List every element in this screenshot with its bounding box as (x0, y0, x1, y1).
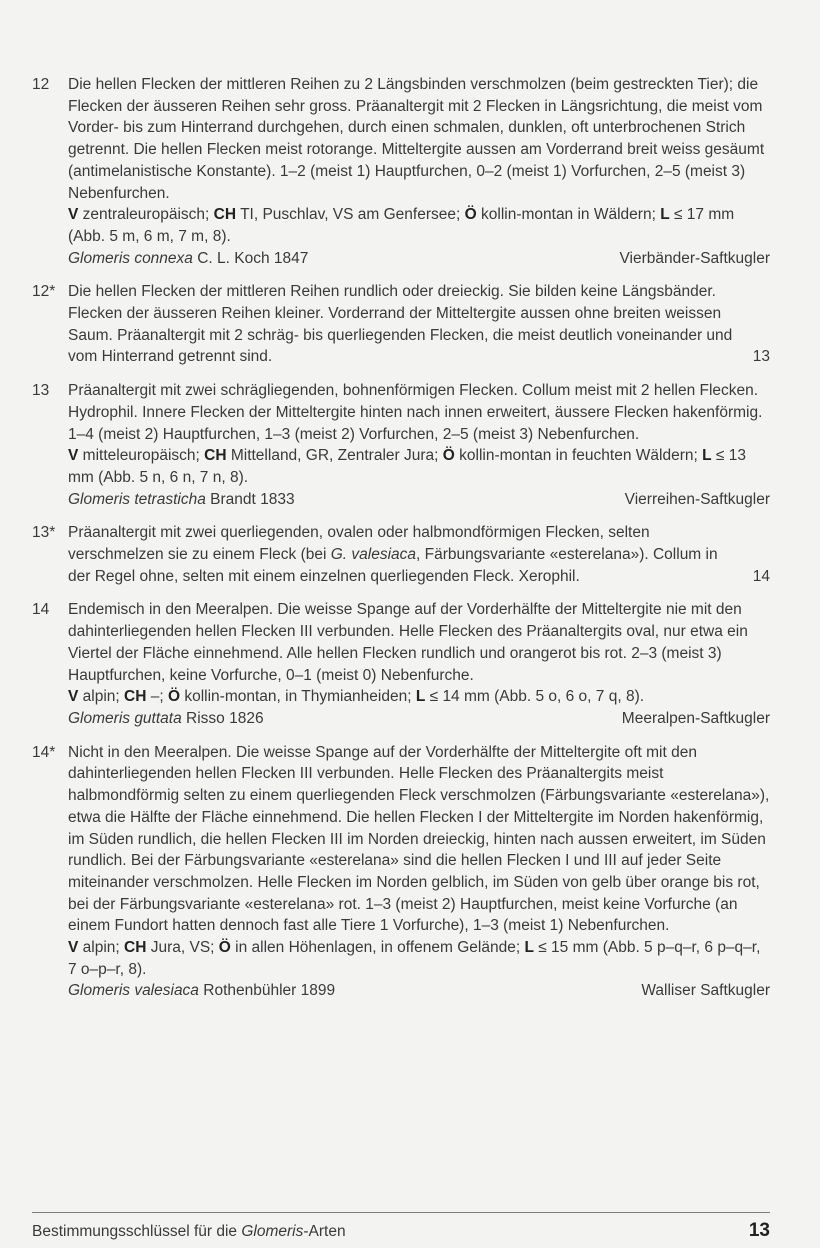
v-value: zentraleuropäisch; (82, 206, 210, 224)
l-value: ≤ 14 mm (Abb. 5 o, 6 o, 7 q, 8). (429, 688, 645, 706)
key-entry-14 (32, 599, 770, 729)
footer-text-suffix: -Arten (303, 1223, 346, 1240)
entry-body (68, 742, 770, 1002)
key-entry-13 (32, 380, 770, 510)
species-name: Glomeris connexa (68, 249, 193, 267)
o-value: kollin-montan, in Thymianheiden; (184, 688, 412, 706)
entry-body (68, 522, 770, 587)
common-name: Vierreihen-Saftkugler (624, 490, 770, 508)
o-value: kollin-montan in Wäldern; (481, 206, 656, 224)
entry-description (68, 522, 739, 587)
entry-number: 12 (32, 76, 50, 93)
species-line (68, 980, 770, 1002)
distribution-line (68, 686, 770, 708)
footer-text: Bestimmungsschlüssel für die (32, 1223, 242, 1240)
entry-description-row (68, 522, 770, 587)
species-author: Brandt 1833 (210, 490, 295, 508)
o-label: Ö (442, 447, 455, 465)
l-label: L (660, 206, 670, 224)
ch-label: CH (124, 688, 147, 706)
entry-number: 14 (32, 601, 50, 619)
entry-number: 13 (32, 382, 50, 400)
v-value: alpin; (82, 688, 120, 706)
l-label: L (524, 939, 534, 957)
identification-key (32, 74, 770, 1014)
species-author: Rothenbühler 1899 (203, 982, 336, 1000)
footer-rule (32, 1212, 770, 1213)
ch-label: CH (124, 939, 147, 957)
species-line (68, 248, 770, 270)
entry-body (68, 380, 770, 510)
ch-label: CH (204, 447, 227, 465)
next-couplet-ref: 13 (752, 348, 770, 366)
entry-description: Die hellen Flecken der mittleren Reihen rundlich oder dreieckig. Sie bilden keine Längsbänder. Flecken der äusseren Reihen kleiner. Vorderrand der Mitteltergite aussen ohne breiten weissen Saum. Präanaltergit mit 2 schräg- bis querliegenden Flecken, die meist deutlich voneinander und vom Hinterrand getrennt sind. (68, 283, 733, 366)
ch-value: –; (150, 688, 164, 706)
entry-number: 14* (32, 743, 56, 761)
species-name: Glomeris valesiaca (68, 982, 199, 1000)
o-value: in allen Höhenlagen, in offenem Gelände; (235, 939, 521, 957)
o-label: Ö (218, 939, 231, 957)
species-line (68, 708, 770, 730)
distribution-line (68, 204, 770, 247)
entry-number: 12* (32, 283, 56, 301)
species-name: Glomeris guttata (68, 709, 182, 727)
next-couplet-ref: 14 (752, 567, 770, 585)
l-value: ≤ 17 mm (Abb. 5 m, 6 m, 7 m, 8). (68, 206, 735, 245)
entry-description: Nicht in den Meeralpen. Die weisse Spange auf der Vorderhälfte der Mitteltergite oft mit den dahinterliegenden hellen Flecken III verbunden. Helle Flecken des Präanaltergits meist halbmondförmig selten zu einem querliegenden Fleck verschmolzen (Färbungsvariante «esterelana»), etwa die Hälfte der Fläche einnehmend. Die hellen Flecken I der Mitteltergite im Norden hakenförmig, im Süden rundlich, die hellen Flecken III im Norden dreieckig, hinten nach aussen erweitert, im Süden rundlich. Bei der Färbungsvariante «esterelana» sind die hellen Flecken I und III auf jeder Seite miteinander verschmolzen. Helle Flecken im Norden gelblich, im Süden von gelb über orange bis rot, bei der Färbungsvariante «esterelana» rot. 1–3 (meist 2) Hauptfurchen, meist keine Vorfurche (an einem Fundort hatten dennoch fast alle Tiere 1 Vorfurche), 1–3 (meist 1) Nebenfurchen. (68, 743, 770, 935)
l-value: ≤ 13 mm (Abb. 5 n, 6 n, 7 n, 8). (68, 447, 746, 486)
ch-value: Jura, VS; (150, 939, 215, 957)
entry-number: 13* (32, 524, 56, 542)
species-name: Glomeris tetrasticha (68, 490, 206, 508)
entry-description: Endemisch in den Meeralpen. Die weisse Spange auf der Vorderhälfte der Mitteltergite nie mit den dahinterliegenden hellen Flecken III verbunden. Helle Flecken des Präanaltergits oval, nur etwa ein Viertel der Fläche einnehmend. Alle hellen Flecken rundlich und orangerot bis rot. 2–3 (meist 3) Hauptfurchen, keine Vorfurche, 0–1 (meist 0) Nebenfurche. (68, 601, 748, 684)
page-footer (32, 1220, 770, 1242)
v-label: V (68, 447, 79, 465)
description-part: , Färbungsvariante «esterelana»). Collum in der Regel ohne, selten mit einem einzelnen querliegenden Fleck. Xerophil. (68, 546, 718, 585)
distribution-line (68, 445, 770, 488)
entry-description: Präanaltergit mit zwei schrägliegenden, bohnenförmigen Flecken. Collum meist mit 2 hellen Flecken. Hydrophil. Innere Flecken der Mitteltergite hinten nach innen erweitert, äussere Flecken hakenförmig. 1–4 (meist 2) Hauptfurchen, 1–3 (meist 2) Vorfurchen, 2–5 (meist 3) Nebenfurchen. (68, 382, 763, 443)
entry-body (68, 74, 770, 269)
key-entry-12 (32, 74, 770, 269)
ch-value: Mittelland, GR, Zentraler Jura; (230, 447, 439, 465)
ch-label: CH (213, 206, 237, 224)
distribution-line (68, 937, 770, 980)
ch-value: TI, Puschlav, VS am Genfersee; (240, 206, 461, 224)
species-line (68, 489, 770, 511)
description-part: Präanaltergit mit zwei querliegenden, ovalen oder halbmondförmigen Flecken, selten verschmelzen sie zu einem Fleck (bei (68, 524, 650, 564)
key-entry-14-alt (32, 742, 770, 1002)
entry-body (68, 599, 770, 729)
l-value: ≤ 15 mm (Abb. 5 p–q–r, 6 p–q–r, 7 o–p–r, 8). (68, 939, 761, 978)
l-label: L (415, 688, 426, 706)
v-label: V (68, 688, 79, 706)
page-number: 13 (748, 1220, 770, 1241)
l-label: L (702, 447, 712, 465)
entry-body (68, 281, 770, 368)
common-name: Meeralpen-Saftkugler (621, 709, 770, 727)
key-entry-13-alt (32, 522, 770, 587)
entry-description: Die hellen Flecken der mittleren Reihen zu 2 Längsbinden verschmolzen (beim gestreckten Tier); die Flecken der äusseren Reihen sehr gross. Präanaltergit mit 2 Flecken in Längsrichtung, die meist vom Vorder- bis zum Hinterrand durchgehen, durch einen schmalen, dunklen, oft unterbrochenen Strich getrennt. Die hellen Flecken meist rotorange. Mitteltergite aussen am Vorderrand breit weiss gesäumt (antimelanistische Konstante). 1–2 (meist 1) Hauptfurchen, 0–2 (meist 1) Vorfurchen, 2–5 (meist 3) Nebenfurchen. (68, 76, 765, 202)
species-author: Risso 1826 (186, 709, 264, 727)
common-name: Vierbänder-Saftkugler (619, 249, 770, 267)
o-label: Ö (167, 688, 181, 706)
footer-genus: Glomeris (241, 1223, 304, 1240)
o-value: kollin-montan in feuchten Wäldern; (459, 447, 698, 465)
entry-description-row (68, 281, 770, 368)
key-entry-12-alt (32, 281, 770, 368)
common-name: Walliser Saftkugler (641, 982, 770, 1000)
v-label: V (68, 939, 79, 957)
running-footer (32, 1223, 346, 1241)
o-label: Ö (464, 206, 477, 224)
v-value: mitteleuropäisch; (82, 447, 200, 465)
v-label: V (68, 206, 79, 224)
v-value: alpin; (82, 939, 120, 957)
species-author: C. L. Koch 1847 (197, 249, 309, 267)
species-ref: G. valesiaca (330, 546, 417, 564)
